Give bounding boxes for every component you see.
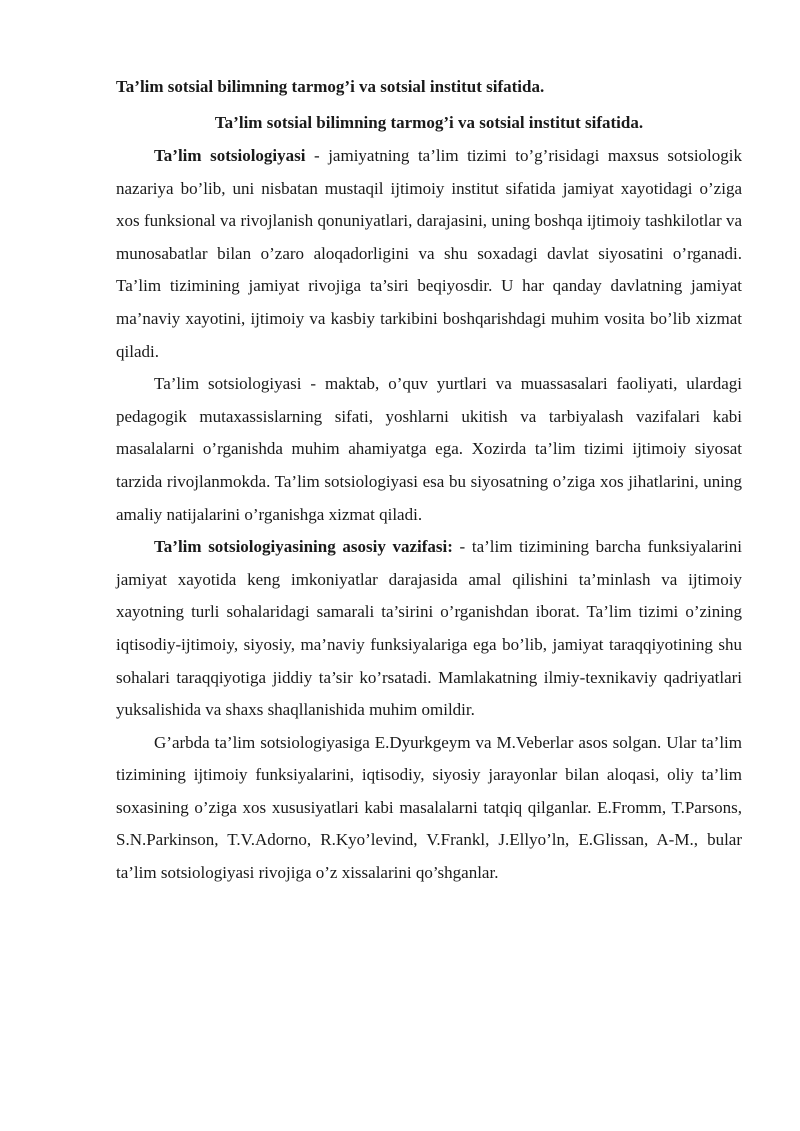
paragraph-1 (116, 140, 742, 368)
document-title: Ta’lim sotsial bilimning tarmog’i va sotsial institut sifatida. (116, 77, 545, 96)
paragraph-2-text: Ta’lim sotsiologiyasi - maktab, o’quv yurtlari va muassasalari faoliyati, ulardagi pedagogik mutaxassislarning sifati, yoshlarni ukitish va tarbiyalash vazifalari kabi masalalarni o’rganishda muhim ahamiyatga ega. Xozirda ta’lim tizimi ijtimoiy siyosat tarzida rivojlanmokda. Ta’lim sotsiologiyasi esa bu siyosatning o’ziga xos jihatlarini, uning amaliy natijalarini o’rganishga xizmat qiladi. (116, 374, 742, 524)
paragraph-3-text: - ta’lim tizimining barcha funksiyalarini jamiyat xayotida keng imkoniyatlar darajasida amal qilishini ta’minlash va ijtimoiy xayotning turli sohalaridagi samarali ta’sirini o’rganishdan iborat. Ta’lim tizimi o’zining iqtisodiy-ijtimoiy, siyosiy, ma’naviy funksiyalariga ega bo’lib, jamiyat taraqqiyotining shu sohalari taraqqiyotiga jiddiy ta’sir ko’rsatadi. Mamlakatning ilmiy-texnikaviy qadriyatlari yuksalishida va shaxs shaqllanishida muhim omildir. (116, 537, 742, 720)
paragraph-4-text: G’arbda ta’lim sotsiologiyasiga E.Dyurkgeym va M.Veberlar asos solgan. Ular ta’lim tizimining ijtimoiy funksiyalarini, iqtisodiy, siyosiy jarayonlar bilan aloqasi, oliy ta’lim soxasining o’ziga xos xususiyatlari kabi masalalarni tatqiq qilganlar. E.Fromm, T.Parsons, S.N.Parkinson, T.V.Adorno, R.Kyo’levind, V.Frankl, J.Ellyo’ln, E.Glissan, A-M., bular ta’lim sotsiologiyasi rivojiga o’z xissalarini qo’shganlar. (116, 732, 742, 883)
section-title: Ta’lim sotsial bilimning tarmog’i va sotsial institut sifatida. (214, 113, 644, 132)
paragraph-1-lead: Ta’lim sotsiologiyasi (154, 146, 306, 165)
paragraph-2 (116, 368, 742, 531)
paragraph-3-lead: Ta’lim sotsiologiyasining asosiy vazifasi: (154, 537, 453, 557)
paragraph-4 (116, 727, 742, 890)
paragraph-3 (116, 531, 742, 727)
paragraph-1-text: - jamiyatning ta’lim tizimi to’g’risidagi maxsus sotsiologik nazariya bo’lib, uni nisbatan mustaqil ijtimoiy institut sifatida jamiyat xayotidagi o’ziga xos funksional va rivojlanish qonuniyatlari, darajasini, uning boshqa ijtimoiy tashkilotlar va munosabatlar bilan o’zaro aloqadorligini va shu soxadagi davlat siyosatini o’rganadi. Ta’lim tizimining jamiyat rivojiga ta’siri beqiyosdir. U har qanday davlatning jamiyat ma’naviy xayotini, ijtimoiy va kasbiy tarkibini boshqarishdagi muhim vosita bo’lib xizmat qiladi. (116, 146, 742, 361)
